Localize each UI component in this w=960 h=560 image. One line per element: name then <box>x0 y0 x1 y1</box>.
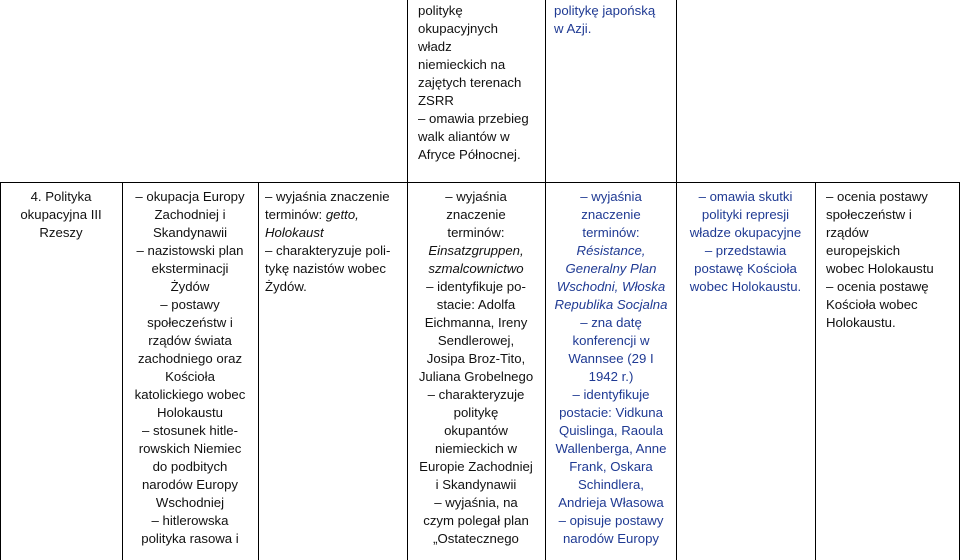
term <box>547 260 675 278</box>
term-text: Einsatzgruppen, <box>428 243 524 258</box>
text-line: zachodniego oraz <box>137 351 243 366</box>
term: getto, <box>325 207 359 222</box>
text-line: – hitlerowska <box>151 513 229 528</box>
grid-line <box>545 182 546 560</box>
text-line: – charakteryzuje poli- <box>265 243 391 258</box>
text-line: Europie Zachodniej <box>419 459 533 474</box>
text-line: – charakteryzuje <box>427 387 525 402</box>
text-line: Afryce Północnej. <box>418 147 521 162</box>
grid-line <box>676 182 677 560</box>
text-line: znaczenie <box>446 207 506 222</box>
text-line: – postawy <box>160 297 220 312</box>
text-line: czym polegał plan <box>423 513 529 528</box>
requirements-excellent-cell <box>826 188 957 332</box>
requirements-extended-cell <box>547 188 675 548</box>
text-line: Wannsee (29 I <box>568 351 654 366</box>
text-line: Sendlerowej, <box>437 333 515 348</box>
text-line: Żydów <box>170 279 210 294</box>
text-line: zajętych terenach <box>418 75 522 90</box>
term-text: Résistance, <box>576 243 646 258</box>
text-line: politykę <box>453 405 499 420</box>
text-line: tykę nazistów wobec <box>265 261 386 276</box>
text-line: rządów <box>826 225 869 240</box>
text-line: Holokaustu. <box>826 315 896 330</box>
grid-line <box>0 182 960 183</box>
text-line: – ocenia postawy <box>826 189 928 204</box>
text-line: ZSRR <box>418 93 454 108</box>
text-line: wobec Holokaustu. <box>689 279 802 294</box>
text-line: wobec Holokaustu <box>826 261 934 276</box>
text-line: Eichmanna, Ireny <box>424 315 528 330</box>
text-line: „Ostatecznego <box>433 531 519 546</box>
text-line: postawę Kościoła <box>694 261 797 276</box>
text-line: stacie: Adolfa <box>436 297 516 312</box>
grid-line <box>407 182 408 560</box>
text-line: Quislinga, Raoula <box>558 423 664 438</box>
text-line: – wyjaśnia, na <box>434 495 518 510</box>
topic-title: 4. Polityka <box>30 189 92 204</box>
requirements-full-cell <box>678 188 813 296</box>
text-line: Juliana Grobelnego <box>418 369 534 384</box>
content-cell <box>124 188 256 548</box>
text-line: Schindlera, <box>578 477 644 492</box>
text-line: – stosunek hitle- <box>141 423 239 438</box>
text-line: okupacyjnych <box>418 21 498 36</box>
topic-title: okupacyjna III <box>20 207 102 222</box>
term-text: szmalcownictwo <box>428 261 524 276</box>
text-line: – opisuje postawy <box>558 513 664 528</box>
text-line: i Skandynawii <box>435 477 517 492</box>
text-line: Frank, Oskara <box>569 459 653 474</box>
text-line: terminów: <box>582 225 640 240</box>
text-line: władz <box>418 39 452 54</box>
text-line: walk aliantów w <box>418 129 510 144</box>
term: Holokaust <box>265 225 324 240</box>
text-line: narodów Europy <box>141 477 239 492</box>
text-line: Żydów. <box>265 279 307 294</box>
text-line: niemieckich w <box>434 441 518 456</box>
text-line: Wschodniej <box>155 495 225 510</box>
grid-line <box>815 182 816 560</box>
text-line: – nazistowski plan <box>136 243 244 258</box>
grid-line <box>407 0 408 183</box>
text-line: Kościoła wobec <box>826 297 918 312</box>
text-line: polityka rasowa i <box>141 531 239 546</box>
text-line: – identyfikuje po- <box>426 279 526 294</box>
grid-line <box>258 182 259 560</box>
text-line: – wyjaśnia <box>445 189 507 204</box>
text-line: – przedstawia <box>704 243 787 258</box>
text-line: katolickiego wobec <box>134 387 246 402</box>
text-line: postacie: Vidkuna <box>559 405 663 420</box>
text-line: Zachodniej i <box>154 207 226 222</box>
text-line: Josipa Broz-Tito, <box>426 351 526 366</box>
topic-title: Rzeszy <box>39 225 83 240</box>
grid-line <box>122 182 123 560</box>
text-line: – okupacja Europy <box>135 189 245 204</box>
text-line: narodów Europy <box>562 531 660 546</box>
text-line: Kościoła <box>165 369 215 384</box>
top-cell-col4 <box>554 2 674 38</box>
term <box>409 242 543 260</box>
grid-line <box>0 182 1 560</box>
text-line: Skandynawii <box>152 225 228 240</box>
requirements-basic-cell <box>265 188 405 296</box>
term <box>547 278 675 296</box>
text-line: konferencji w <box>572 333 650 348</box>
text-line: – ocenia postawę <box>826 279 929 294</box>
term <box>547 242 675 260</box>
text-line: znaczenie <box>581 207 641 222</box>
text-line: politykę japońską <box>554 3 656 18</box>
term <box>409 260 543 278</box>
text-line: europejskich <box>826 243 901 258</box>
text-line: w Azji. <box>554 21 592 36</box>
text-line: Holokaustu <box>157 405 223 420</box>
text-line: Wallenberga, Anne <box>555 441 667 456</box>
grid-line <box>545 0 546 183</box>
text-line: – omawia skutki <box>698 189 793 204</box>
top-cell-col3 <box>418 2 543 164</box>
term-text: Wschodni, Włoska <box>556 279 666 294</box>
text-line <box>265 206 405 224</box>
text-line: Andrieja Własowa <box>558 495 664 510</box>
text-line: władze okupacyjne <box>689 225 802 240</box>
term-text: Generalny Plan <box>565 261 657 276</box>
term-text: Republika Socjalna <box>554 297 668 312</box>
term <box>547 296 675 314</box>
text-line: do podbitych <box>152 459 228 474</box>
text-line: okupantów <box>444 423 508 438</box>
text-line: rowskich Niemiec <box>138 441 242 456</box>
text-line: niemieckich na <box>418 57 506 72</box>
text-line: politykę <box>418 3 463 18</box>
text-line <box>265 224 405 242</box>
text-line: – wyjaśnia znaczenie <box>265 189 390 204</box>
topic-cell <box>2 188 120 242</box>
text-line: społeczeństw i <box>147 315 233 330</box>
text-line: terminów: <box>447 225 505 240</box>
text-line: 1942 r.) <box>588 369 634 384</box>
text-line: polityki represji <box>701 207 790 222</box>
requirements-mid-cell <box>409 188 543 548</box>
text-line: – zna datę <box>580 315 642 330</box>
text-line: – wyjaśnia <box>580 189 642 204</box>
text-line: – omawia przebieg <box>418 111 529 126</box>
text-line: eksterminacji <box>151 261 229 276</box>
label: terminów: <box>265 207 326 222</box>
text-line: rządów świata <box>148 333 232 348</box>
grid-line <box>676 0 677 183</box>
text-line: – identyfikuje <box>572 387 650 402</box>
text-line: społeczeństw i <box>826 207 912 222</box>
